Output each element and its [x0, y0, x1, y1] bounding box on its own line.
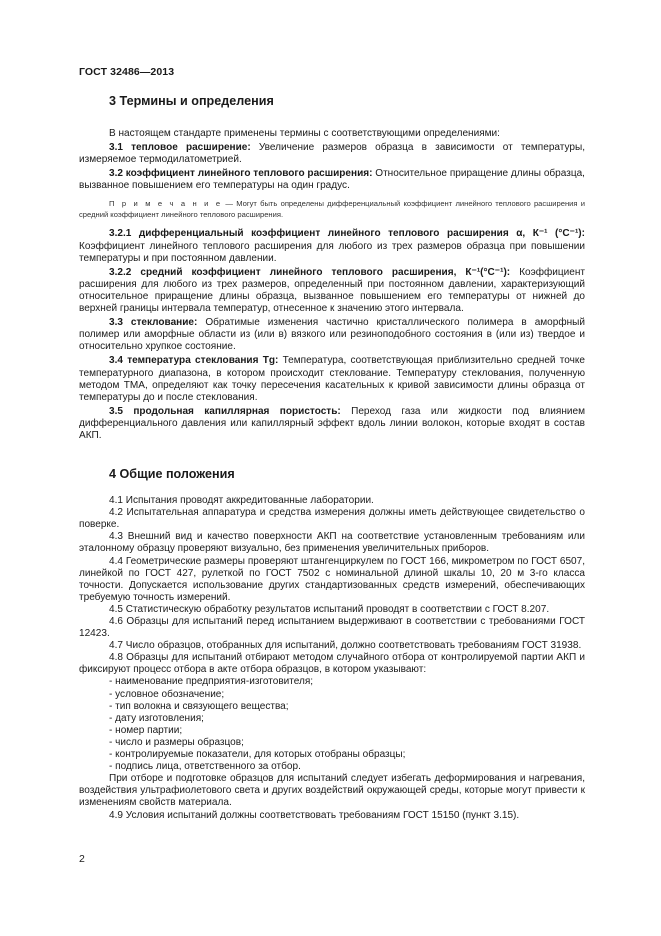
page-content	[79, 92, 585, 822]
list-item: - число и размеры образцов;	[109, 737, 585, 749]
term-3-5	[79, 406, 585, 442]
term-3-2-1	[79, 228, 585, 264]
term-3-5-def: Переход газа или жидкости под влиянием дифференциального давления или капиллярный эффект вдоль линии волокон, которые входят в состав АКП.	[79, 405, 585, 441]
list-item: - номер партии;	[109, 725, 585, 737]
list-item: - контролируемые показатели, для которых отобраны образцы;	[109, 749, 585, 761]
clause-4-3: 4.3 Внешний вид и качество поверхности АКП на соответствие установленным требованиям или эталонному образцу проверяют визуально, без применения увеличительных приборов.	[79, 531, 585, 555]
term-3-3	[79, 317, 585, 353]
term-3-4	[79, 355, 585, 403]
list-item: - подпись лица, ответственного за отбор.	[109, 761, 585, 773]
section-3-intro: В настоящем стандарте применены термины с соответствующими определениями:	[109, 128, 500, 139]
list-item: - тип волокна и связующего вещества;	[109, 701, 585, 713]
list-item: - наименование предприятия-изготовителя;	[109, 676, 585, 688]
section-4-title: 4 Общие положения	[109, 467, 235, 482]
note	[79, 198, 585, 220]
section-3-title: 3 Термины и определения	[109, 94, 274, 108]
term-3-5-name: 3.5 продольная капиллярная пористость:	[109, 405, 341, 417]
clause-4-8: 4.8 Образцы для испытаний отбирают методом случайного отбора от контролируемой партии АКП и фиксируют процесс отбора в акте отбора образцов, в котором указывают:	[79, 652, 585, 676]
term-3-4-name: 3.4 температура стеклования Tg:	[109, 355, 279, 367]
clause-4-7: 4.7 Число образцов, отобранных для испытаний, должно соответствовать требованиям ГОСТ 31938.	[109, 640, 582, 652]
term-3-3-def: Обратимые изменения частично кристаллического полимера в аморфный полимер или аморфные области из (или в) вязкого или резиноподобного состояния в (или из) твердое и относительно хрупкое состояние.	[79, 317, 586, 353]
term-3-1	[79, 142, 585, 166]
clause-4-4: 4.4 Геометрические размеры проверяют штангенциркулем по ГОСТ 166, микрометром по ГОСТ 6507, линейкой по ГОСТ 427, рулеткой по ГОСТ 7502 с номинальной длиной шкалы 10, 20 м 3-го класса точности. Допускается использование других стандартизованных средств измерений, обеспечивающих требуемую точность измерений.	[79, 555, 585, 603]
page-number: 2	[79, 853, 85, 865]
clause-4-6: 4.6 Образцы для испытаний перед испытанием выдерживают в соответствии с требованиями ГОСТ 12423.	[79, 616, 585, 640]
clause-4-2: 4.2 Испытательная аппаратура и средства измерения должны иметь действующее свидетельство о поверке.	[79, 507, 585, 531]
term-3-1-name: 3.1 тепловое расширение:	[109, 142, 251, 154]
sampling-list	[79, 676, 585, 773]
clause-4-8-continuation: При отборе и подготовке образцов для испытаний следует избегать деформирования и нагревания, воздействия ультрафиолетового света и других воздействий окружающей среды, которые могут привести к изменениям свойств материала.	[79, 773, 585, 809]
clause-4-1: 4.1 Испытания проводят аккредитованные лаборатории.	[109, 495, 374, 507]
list-item: - условное обозначение;	[109, 689, 585, 701]
clause-4-5: 4.5 Статистическую обработку результатов испытаний проводят в соответствии с ГОСТ 8.207.	[109, 603, 550, 615]
list-item: - дату изготовления;	[109, 713, 585, 725]
term-3-2-2	[79, 267, 585, 315]
term-3-2	[79, 168, 585, 192]
section-3-heading-wrap	[79, 92, 585, 128]
term-3-2-def: Относительное приращение длины образца, вызванное повышением его температуры на один градус.	[79, 168, 585, 192]
term-3-2-1-def: Коэффициент линейного теплового расширения для любого из трех размеров образца при повышении температуры и при постоянном давлении.	[79, 240, 585, 264]
term-3-3-name: 3.3 стеклование:	[109, 317, 198, 329]
term-3-4-def: Температура, соответствующая приблизительно средней точке температурного диапазона, в котором происходит стеклование. Температуру стеклования, полученную методом ТМА, определяют как точку пересечения касательных к кривой зависимости длины образца от температуры до и после стеклования.	[79, 355, 585, 403]
section-4-heading-wrap	[79, 465, 585, 495]
note-label: П р и м е ч а н и е	[109, 199, 223, 209]
term-3-2-2-def: Коэффициент расширения для любого из трех размеров, определенный при постоянном давлении, характеризующий относительное приращение длины образца, вызванное повышением его температуры от нижней до верхней границы интервала температур, отнесенное к значению этого интервала.	[79, 266, 586, 315]
term-3-2-name: 3.2 коэффициент линейного теплового расширения:	[109, 168, 373, 180]
clause-4-9: 4.9 Условия испытаний должны соответствовать требованиям ГОСТ 15150 (пункт 3.15).	[109, 809, 520, 821]
term-3-2-2-name: 3.2.2 средний коэффициент линейного теплового расширения, К⁻¹(°С⁻¹):	[109, 266, 511, 278]
document-header: ГОСТ 32486—2013	[79, 66, 175, 78]
term-3-2-1-name: 3.2.1 дифференциальный коэффициент линейного теплового расширения α, К⁻¹ (°С⁻¹):	[109, 228, 585, 240]
note-text: — Могут быть определены дифференциальный коэффициент линейного теплового расширения и средний коэффициент линейного теплового расширения.	[79, 199, 586, 220]
term-3-1-def: Увеличение размеров образца в зависимости от температуры, измеряемое термодилатометрией.	[79, 142, 586, 166]
